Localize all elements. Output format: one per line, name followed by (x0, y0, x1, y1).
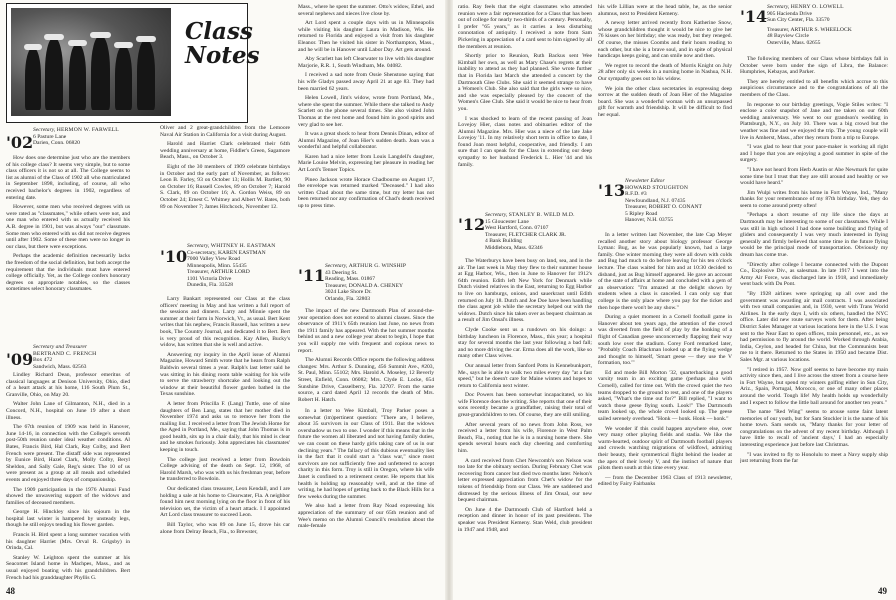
column-6a: The following members of our Class whose birthdays fall in October were born under the sign of Libra, the Balance: Humphries, Kebayas, and Parker. They are hereby entitled to all benefits which accrue to this auspicious circumstance and to the congratulations of all the members of the Class. In response to our birthday greetings, Vogie Stiles writes: "I enclose a color snapshot of Jane and me taken on our 60th wedding anniversary. We went to our grandson's wedding in Plattsburgh, N.Y., on July 10. There was a big crowd but the weather was fine and we enjoyed the trip. The young couple will live in Amherst, Mass., after they return from a trip to Europe. "I was glad to hear that your pace-maker is working all right and I hope that you are enjoying a good summer in spite of the surgery. "I have not heard from Herb Austin or Abe Newmark for quite some time but I trust that they are still around and healthy or we would have heard." Jim Wulpi writes from his home in Fort Wayne, Ind., "Many thanks for your remembrance of my 87th birthday. Yeh, they do seem to come around pretty often! "Perhaps a short resume of my life since the days at Dartmouth may be interesting to some of our classmates. While I was still in high school I had done some building and flying of gliders and consequently I was very much interested in flying generally and firmly believed that some time in the future flying would be the principal mode of transportation. Obviously my dream has come true. "Directly after college I became connected with the Dupont Co., Explosive Div., as salesman. In late 1917 I went into the Army Air Force, was discharged late in 1918, and immediately went back with Du Pont. "By 1928 airlines were springing up all over and the government was awarding air mail contracts. I was associated with two small companies and, in 1930, went with Trans World Airlines. In the early days I, with six others, handled the NYC office. Later did new route surveys work for them. After being District Sales Manager at various locations here in the U.S. I was sent to the Near East to open offices, train personnel, etc., as we had permission to fly around the world. Worked through Arabia, India, Ceylon, and headed for China, but the Communists beat me to it there. Returned to the States in 1950 and became Dist. Sales Mgr. at various locations. "I retired in 1957. Now golf seems to have become my main activity since then, and I live across the street from a course here in Fort Wayne, but spend my winters golfing either in Sun City, Ariz., Spain, Portugal, Morocco, or one of many other places around the world. Tough life! My health holds up wonderfully and I expect to follow the little ball around for another ten years." The name "Red Wing" seems to arouse some faint latent memories of our youth, but for Sam Stockler it is the name of his home town. Sam sends us, "Many thanks for your letter of congratulations on the advent of my recent birthday. Although I have little to recall of 'ancient days,' I had an especially interesting experience just before last Christmas. "I was invited to fly to Honolulu to meet a Navy supply ship just returning from the far (740, 56, 888, 465)
page-number-right: 49 (878, 586, 887, 596)
column-4a: ratio. Ray feels that the eight classmates who attended reunion were a fair representation for a Class that has been out of college for nearly two-thirds of a century. Personally, I prefer "65 years," as it carries a less disturbing connotation of antiquity. I received a note from Sam Pickering in appreciation of a card sent to him signed by all the members at reunion. Shortly prior to Reunion, Ruth Backus sent Wee Kimball her own, as well as Mary Chase's regrets at their inability to attend as they had planned. She wrote further that in Florida last March she attended a concert by the Dartmouth Glee Clubs. She said it seemed strange to have a Women's Club. She also said that the girls were so nice, and she was especially pleased by the concert of the Women's Glee Club. She said it would be nice to hear from you. I was shocked to learn of the recent passing of Joan Lovejoy Hier, class notes and obituaries editor of the Alumni Magazine. Mrs. Hier was a niece of the late Jake Lovejoy '11. In my relatively short term in office to date, I found Joan most helpful, cooperative, and friendly. I am sure that I can speak for the Class in extending our deep sympathy to her husband Frederick L. Hier '44 and his family. (458, 4, 592, 168)
column-4b: The Waterburys have been busy on land, sea, and in the air. The last week in May they flew to their summer house at Egg Harbor, Wis., then in June to Hanover for 1912's 64th reunion. Edith left New York for Denmark while Dutch visited relatives in the East, returning to Egg Harbor to live on hamburgs, onions, and sauerkraut until Edith returned on July 18. Dutch and Joe Doe have been handling the class agent job while the secretary helped out with the widows. Dutch since his taken over as bequest chairman as a result of Jim Onsal's illness. Clyde Cooke sent us a rundown on his doings: a birthday luncheon in Florence, Mass., this year; a hospital stay for several months the last year following a bad fall; and no more driving the car. Erma does all the work, like so many other Class wives. Our annual letter from Sanford Potts in Kennebunkport, Me., says he is able to walk two miles every day "at a fast speed," but he doesn't care for Maine winters and hopes to return to California next winter. Doc Powers has been somewhat incapacitated, so his wife Florence does the writing. She reports that one of their sons recently became a grandfather, raising their total of great-grandchildren to ten. Of course, they are still smiling. After several years of no news from John Ross, we received a letter from his wife, Florence in West Palm Beach, Fla., noting that he is in a nursing home there. She spends several hours each day cheering and comforting him. A card received from Chet Newcomb's son Nelson was too late for the obituary section. During February Chet was recovering from cancer but died two months later. Nelson's letter expressed appreciation from Chet's widow for the tokens of friendship from our Class. We are saddened and distressed by the serious illness of Jim Onsal, our new bequest chairman. On June 4 the Dartmouth Club of Hartford held a reception and dinner in honor of its past presidents. The speaker was President Kemeny. Stan Weld, club president in 1947 and 1948, and (458, 258, 592, 533)
class-year: '09 (6, 350, 34, 369)
class-year: '14 (740, 7, 768, 26)
column-5b: In a letter written last November, the late Cap Meyer recalled another story about biology professor George Lyman: Bug, as he was popularly known, had a large family. One winter morning they were all down with colds and Bug had much to do before leaving for his ten o'clock lecture. The class waited for him and at 10:30 decided to disband, just as Bug himself appeared. He gave an account of the state of affairs at home and concluded with a gem of an observation: "I'm amazed at the delight shown by students when a class is canceled. I can only say that college is the only place where you pay for the ticket and then hope there won't be any show." During a quiet moment in a Cornell football game in Hanover about ten years ago, the attention of the crowd was diverted from the field of play by the honking of a flight of Canadian geese unconcernedly flapping their way south low over the stadium. Corey Ford remarked later, "Probably Coach Blackman looked up at the flying wedge and thought to himself, 'Smart geese — they use the V formation, too.'" Ed and mode Bill Morton '32, quarterbacking a good varsity team in an exciting game (perhaps also with Cornell), called for time out. With the crowd quiet the two teams dropped to the ground to rest, and one of the players asked, "What's the time out for?" Bill replied, "I want to watch those geese flying south. Look!" The Dartmouth team looked up, the whole crowd looked up. The geese sailed serenely overhead. "Honk — honk. Honk — honk." We wonder if this could happen anywhere else, over very many other playing fields and stadia. We like the warm-hearted, outdoor spirit of Dartmouth football players and crowds watching migrations of wildfowl, admiring their beauty, their symmetrical flight behind the leader at the apex of their lovely V, and the instinct of nature that pilots them south at this time every year. — from the December 1963 Class of 1913 newsletter, edited by Fairy Fairbanks (598, 232, 732, 488)
class-year: '11 (298, 266, 326, 285)
class-entry-1913: '13 Newsletter Editor HOWARD STOUGHTON R.F.D. #3 Newfoundland, N.J. 07435 Treasurer, ROBERT O. CONANT 5 Ripley Road Hanover, N.H. 03755 (598, 178, 702, 223)
column-1a: How does one determine just who are the members of his college class? It seems very simple, but to some class officers it is not so at all. The College seems to list as alumni of the Class of 1902 all who matriculated in September 1898, including, of course, all who received bachelor's degrees in 1902, regardless of entering date. However, some men who received degrees with us were rated as "classmates," while others were not, and one man who entered with us actually received his A.B. degree in 1901, but was always "our" classmate. Some men who entered with us did not receive degrees until after 1902. Some of these men were no longer in our class, but there were exceptions. Perhaps the academic definition necessarily lacks the freedom of the social definition, but both accept the requirement that the individuals must have entered college officially. Yet, as the College confers honorary degrees on appropriate notables, so the classes sometimes select honorary classmates. (6, 155, 130, 293)
page-number-left: 48 (6, 586, 15, 596)
class-entry-1909: '09 Secretary and Treasurer BERTRAND C. FRENCH Box 472 Sandwich, Mass. 02563 (6, 344, 97, 370)
class-photo (11, 8, 171, 116)
column-3a: Mass., where he spent the summer. Otto's widow, Ethel, and several nephews and nieces live close by. Art Lord spent a couple days with us in Minneapolis while visiting his daughter Laura in Madison, Wis. He returned to Florida and enjoyed a visit from his daughter Eleanor. Then he visited his sister in Northampton, Mass., and he will be in Hanover until Labor Day. Art gets around. Aby Scarlett has left Clearwater to live with his daughter Marjorie, R.R. 1, South Windham, Me. 04082. I received a sad note from Ossie Shenstone saying that his wife Gladys passed away April 21 at age 83. They had been married 62 years. Helen Lowell, Jim's widow, wrote from Portland, Me., where she spent the summer. While there she talked to Andy Scarlett on the phone several times. She also visited John Thomas at the rest home and found him in good spirits and very glad to see her. It was a great shock to hear from Dennis Dinan, editor of Alumni Magazine, of Joan Hier's sudden death. Joan was a wonderful and helpful collaborator. Karen had a nice letter from Louis Langdell's daughter, Marie Louise Melvin, expressing her pleasure in reading her Art Lord's Tenner Topics. Pineo Jackson wrote Horace Chadbourne on August 17, the envelope was returned marked "Deceased." I had also written Chad about the same time, but my letter has not been returned nor any confirmation of Chad's death received up to press time. (298, 4, 434, 210)
page-gutter (445, 0, 453, 600)
class-notes-header (6, 3, 260, 123)
class-entry-1902: '02 Secretary, HERMON W. FARWELL 6 Pasture Lane Darien, Conn. 06820 (6, 127, 119, 152)
column-3b: In a letter to Wee Kimball, Troy Parker poses a somewhat (im)pertinent question: "There are, I believe, about 35 survivors in our Class of 1911. But the widows overshadow us two to one. I wonder if this means that in the future the women all liberated and not having family duties, we can count on these hardy girls taking care of us in our declining years." The fallacy of this dubious eventuality lies in the fact that it could start a "class war," since most survivors are not sufficiently free and unfettered to accept charity in this form. Troy is still in Oregon, where his wife Janet is confined to a retirement center. He reports that his health is holding up reasonably well, and at the time of writing, he had hopes of getting back to the Black Hills for a few weeks during the summer. We also had a letter from Ray Noad expressing his appreciation of the summary of our 65th reunion and of Wee's memo on the Alumni Council's resolution about the male-female (298, 408, 434, 530)
column-3c: The impact of the new Dartmouth Plan of around-the-year operation does not extend to alumni classes. Since the observance of 1911's 65th reunion last June, no news from the 1911 family has appeared. With the hot summer months behind us and a new college year about to begin, I hope that you will supply me with frequent and copious news to report. The Alumni Records Office reports the following address changes: Mrs. Arthur S. Dunning, 456 Summit Ave., #203, St. Paul, Minn. 55102; Mrs. Harold A. Moseley, 12 Beverly Street, Enfield, Conn. 06082; Mrs. Clyde E. Locke, 654 Sunshine Drive, Casselberry, Fla. 32707. From the same source, a card dated April 12 records the death of Mrs. Robert H. Hatch. (298, 308, 434, 403)
class-year: '10 (160, 247, 188, 266)
section-title: Class Notes (185, 18, 260, 69)
class-entry-1912: '12 Secretary, STANLEY B. WELD M.D. 15 Gloucester Lane West Hartford, Conn. 07107 Treasurer, FLETCHER CLARK JR. 4 Bank Building Middlebora, Mass. 02346 (458, 212, 575, 251)
class-year: '02 (6, 133, 34, 152)
class-entry-1910: '10 Secretary, WHITNEY H. EASTMAN Co-secretary, KAREN EASTMAN 7000 Valley View Road Minneapolis, Minn. 55435 Treasurer, ARTHUR LORD 1101 Victoria Drive Dunedin, Fla. 33528 (160, 243, 276, 288)
column-5a: his wife Lillian were at the head table, he, as the senior alumnus, next to President Kemeny. A newsy letter arrived recently from Katherine Snow, whose grandchildren thought it would be nice to give her 76 kisses on her birthday; she was ready, but they reneged. Of course, the misses Coombs and their hours reading to each other, but she is a brave soul, and in spite of physical handicaps keeps going, and can smile now and then. We regret to record the death of Morris Knight on July 28 after only six weeks in a nursing home in Nashua, N.H. Our sympathy goes out to his widow. We join the other class secretaries in expressing deep sorrow at the sudden death of Joan Hier of the Magazine board. She was a wonderful woman with an unsurpassed gift for warmth and friendship. It will be difficult to find her equal. (598, 4, 732, 118)
column-1b: Lindley Richard Dean, professor emeritus of classical languages at Denison University, Ohio, died of a heart attack at his home, 116 South Plum St., Granville, Ohio, on May 20. Walter John Lane of Gilmanton, N.H., died in a Concord, N.H., hospital on June 19 after a short illness. The 67th reunion of 1909 was held in Hanover, June 14-16, in connection with the College's seventh post-50th reunion under ideal weather conditions. Al Bates, Francis Bird, Hal Clark, Ray Colby, and Bert French were present. The distaff side was represented by Eunice Bird, Hazel Clark, Molly Colby, Beryl Sheldon, and Sally Gale, Reg's sister. The 10 of us were present as a group at all meals and scheduled events and enjoyed three days of companionship. The 1909 participation in the 1976 Alumni Fund showed the unwavering support of the widows and families of deceased members. George H. Hinckley since his sojourn in the hospital last winter is hampered by unsteady legs, though he still enjoys tending his flower garden. Francis H. Bird spent a long summer vacation with his daughter Harriet (Mrs. Orval R. Grigsby) in Orinda, Cal. Stanley W. Leighton spent the summer at his Seacomet Island home in Machpes, Mass., and as usual enjoyed boating with his grandchildren. Bert French had his granddaughter Phyllis G. (6, 372, 130, 581)
column-2a: Oliver and 2 great-grandchildren from the Lemoore Naval Air Station in California for a visit during August. Harold and Harriet Clark celebrated their 64th wedding anniversary at home, Fiddler's Green, Sagamore Beach, Mass., on October 3. Eight of the 30 members of 1909 celebrate birthdays in October and the early part of November, as follows: Leon B. Farley, 93 on October 13; Hollis M. Bartlett, 90 on October 16; Russell Cowles, 89 on October 7; Harold S. Clark, 89 on October 16; A. Gordon Weiss, 89 on October 24; Ernest C. Whitney and Albert W. Bates, both 89 on November 7; James Hitchcock, November 12. (160, 125, 290, 210)
column-2b: Larry Bankart represented our Class at the class officers' meeting in May and has written a full report of the sessions and dinners. Larry and Minnie spent the summer at their farm in Norwich, Vt., as usual. Bert Kent writes that his nephew, Francis Russell, has written a new book, The Country Journal, and dedicated it to Bert. Bert is very proud of this recognition. Kay Allen, Bucky's widow, has written that she is well and active. Answering my inquiry in the April issue of Alumni Magazine, Howard Smith wrote that he hears from Ralph Baldwin several times a year. Ralph's last letter said he was sitting in his dining room table waiting for his wife to serve the strawberry shortcake and looking out the window at their beautiful flower garden bathed in the Texas sunshine. A letter from Priscilla F. (Lang) Tuttle, one of nine daughters of Ben Lang, states that her mother died in November 1974 and asks us to remove her from the mailing list. I received a letter from The Jewish Home for the Aged in Portland, Me., saying that John Thomas is in good health, sits up in a chair daily, that his mind is clear and he smokes furiously. John appreciates his classmates' keeping in touch. The college just received a letter from Bowdoin College advising of the death on Sept. 12, 1968, of Harold Marsh, who was with us his freshman year, before he transferred to Bowdoin. Our dedicated class treasurer, Leon Kendall, and I are holding a sale at his home to Clearwater, Fla. A neighbor found him next morning lying on the floor in front of his television set, the victim of a heart attack. I I appointed Art Lord class treasurer to succeed Leon. Bill Taylor, who was 89 on June 15, drove his car alone from Delray Beach, Fla., to Brewster, (160, 296, 290, 535)
class-year: '13 (598, 181, 626, 200)
class-year: '12 (458, 215, 486, 234)
class-entry-1911: '11 Secretary, ARTHUR G. WINSHIP 43 Deering St. Reading, Mass. 01867 Treasurer, DONALD A. CHENEY 3024 Lake Shore Dr. Orlando, Fla. 32803 (298, 263, 407, 302)
class-entry-1914: '14 Secretary, HENRY O. LOWELL 905 Hacienda Drive Sun City Center, Fla. 33570 Treasurer, ARTHUR S. WHEELOCK 48 Bayview Circle Osterville, Mass. 02655 (740, 4, 852, 46)
